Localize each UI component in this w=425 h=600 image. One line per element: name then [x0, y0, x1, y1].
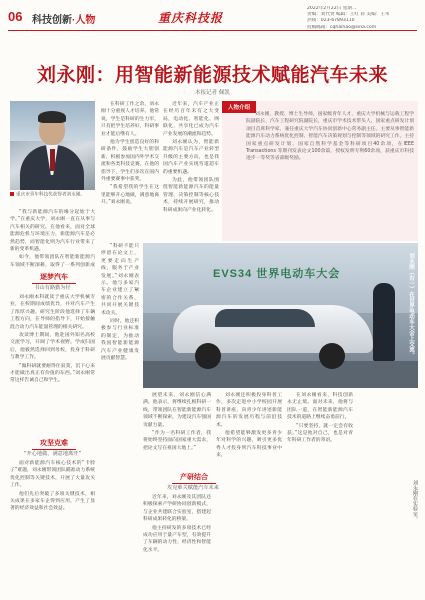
- subhead-1: [24, 272, 84, 284]
- paragraph: 他主持研发的多项技术已经成功应用于量产车型，有效提升了车辆的动力性、经济性和智能化水平。: [143, 525, 211, 553]
- portrait-photo: [10, 101, 95, 190]
- meta-line: 责编：刘代贤 编辑：王红 蒋 美编：王苇: [307, 12, 390, 18]
- section-label: [32, 11, 95, 26]
- paragraph: 如今，他带领团队在智能新能源汽车领域不断深耕，取得了一系列创新成: [10, 255, 95, 268]
- profile-tab: 人物介绍: [222, 101, 256, 113]
- photo-caption: [10, 192, 95, 199]
- bottom-col-1: [143, 494, 211, 592]
- person-figure: [373, 283, 395, 361]
- paragraph: 展望未来，刘永刚信心满满。他表示，将继续扎根科研一线，带领团队在智能新能源汽车领域不断探索，为建设汽车强国贡献力量。: [143, 393, 211, 428]
- paragraph: 在科研工作之余，刘永刚十分重视人才培养。他常说，学生是科研的生力军，只有把学生培养好，科研事业才能后继有人。: [101, 102, 159, 137]
- masthead: 重庆科技报: [158, 11, 224, 25]
- photo-caption-text: 重庆市青年科技奖获得者刘永刚。: [16, 192, 85, 198]
- paragraph: “作为一名科研工作者，我将始终坚持面向国家重大需求，把论文写在祖国大地上。”: [143, 431, 211, 451]
- paragraph: “我与新能源汽车的缘分起始于大学。”在重庆大学，刘永刚一直在从事与汽车相关的研究。在他看来，面对全球能源危机与环境压力，新能源汽车是必然趋势，而智能化则为汽车行业带来了新的变革机遇。: [10, 210, 95, 253]
- paragraph: 近年来，汽车产业正在经历百年未有之大变局，电动化、智能化、网联化、共享化已成为汽车产业发展的潮流和趋势。: [163, 102, 219, 137]
- section-name: 科技创新: [32, 15, 72, 26]
- bullet-square-icon: [10, 192, 14, 196]
- subhead-title: 攻坚克难: [40, 438, 68, 447]
- paragraph: 他们先后突破了多项关键技术，相关成果在多家车企得到应用，产生了显著的经济效益和社会效益。: [10, 491, 95, 512]
- subhead-3-sub: 攻克难关赋能汽车未来: [167, 485, 219, 491]
- paragraph: 攻读博士期间，他赴国外知名高校交流学习，开阔了学术视野。学成归国后，他毅然选择回到母校，投身于科研与教学工作。: [10, 333, 95, 361]
- paragraph: 面对新能源汽车核心技术的“卡脖子”难题，刘永刚带领团队瞄准动力系统优化控制等关键技术，开展了大量攻关工作。: [10, 461, 95, 489]
- bottom-col-2: [216, 392, 282, 592]
- byline: 本报记者 佩凯: [195, 90, 230, 96]
- paragraph: “做科研就要耐得住寂寞，沉下心来才能做出真正有价值的东西。”刘永刚常常这样告诫自己和学生。: [10, 363, 95, 384]
- subhead-2: [24, 438, 84, 450]
- paragraph: 刘永刚还积极投身科普工作，多次走进中小学校园开展科普讲座，向青少年讲述新能源汽车的发展历程与前沿技术。: [216, 393, 282, 428]
- left-col-section-2: [10, 460, 95, 592]
- paragraph: “我希望我的学生在这里能够开心地做，满意地离开。”刘永刚说。: [101, 185, 159, 206]
- paragraph: 在刘永刚看来，科技创新永无止境。面对未来，他将与团队一道，在智能新能源汽车技术的道路上继续奋勇前行。: [287, 393, 353, 421]
- left-col-section-1: [10, 294, 95, 434]
- subhead-2-sub: “开心地做，满意地离开”: [23, 451, 82, 457]
- meta-line: 热线：023-67893110: [307, 18, 355, 24]
- paragraph: 为此，他带领团队围绕智能新能源汽车的能量管理、决策控制等核心技术，持续开展研究，推动科研成果向产业化转化。: [163, 178, 219, 213]
- paragraph: 刘永刚，教授、博士生导师，国家级青年人才，重庆大学机械与运载工程学院副院长、汽车工程研究院副院长，重庆市学术技术带头人，国家重点研发计划项目首席科学家，兼任重庆大学汽车协同创新中心常务副主任。主要从事智能新能源汽车动力系统优化控制、智能汽车决策规划与控制等领域的研究工作。主持国家重点研发计划、国家自然科学基金等科研项目40余项，在IEEE Transactions 等期刊发表论文100余篇，授权发明专利60余项，获重庆市科技进步一等奖等省部级奖励。: [246, 112, 414, 162]
- meta-line: 投稿邮箱：cqhaihao@sina.com: [307, 24, 377, 30]
- header-meta: [307, 6, 417, 31]
- paragraph: “科研不能只停留在论文上，更要走向生产线，服务于产业发展。”刘永刚表示。他与多家汽车企业建立了紧密的合作关系，共同开展关键技术攻关。: [101, 244, 139, 316]
- subhead-title: 产研结合: [180, 472, 208, 481]
- mid-col-1: [101, 101, 159, 239]
- mid-col-2: [163, 101, 219, 239]
- paragraph: 他为学生创造良好的科研条件，鼓励学生大胆创新，积极参加国内外学术交流和各类科技竞赛。在他的指导下，学生们多次在国内外重要赛事中获奖。: [101, 140, 159, 183]
- paragraph: 刘永刚认为，智能新能源汽车是汽车产业转型升级的主要方向，也是我国汽车产业实现弯道超车的重要机遇。: [163, 140, 219, 175]
- left-col-intro: [10, 209, 95, 269]
- meta-line: 2022年2月22日 星期二: [307, 6, 357, 11]
- paragraph: 近年来，刘永刚及其团队还积极探索产学研协同创新模式，与企业共建联合实验室，搭建起科研成果转化的桥梁。: [143, 495, 211, 523]
- section-accent: ·人物: [72, 15, 96, 26]
- paragraph: 他希望能够激发更多青少年对科学的兴趣，吸引更多优秀人才投身到汽车科技事业中来。: [216, 431, 282, 459]
- bottom-col-3: [287, 392, 353, 592]
- page-number: 06: [8, 9, 23, 24]
- paragraph: 同时，他还积极参与行业标准的制定，为推动我国智能新能源汽车产业健康发展贡献智慧。: [101, 319, 139, 362]
- subhead-1-sub: 书山有路勤为径: [34, 285, 71, 291]
- subhead-title: 逐梦汽车: [40, 272, 68, 281]
- article-headline: 刘永刚：用智能新能源技术赋能汽车未来: [36, 64, 388, 86]
- mid-col-4: [143, 392, 211, 467]
- page-header: [8, 4, 417, 31]
- photo-vertical-caption: 刘永刚（右一）在世界电动车大会上交流。: [408, 253, 414, 358]
- mid-col-3: [101, 243, 139, 443]
- paragraph: “只要坚持，就一定会有收获。”这是他对自己，也是对青年科研工作者的寄语。: [287, 423, 353, 444]
- paragraph: 刘永刚本科就读于重庆大学机械专业，在校期间成绩优异，并对汽车产生了浓厚兴趣。研究生阶段他选择了车辆工程方向，在导师的指导下，开始接触混合动力汽车能量管理的相关研究。: [10, 295, 95, 330]
- event-logo-text: EVS34 世界电动车大会: [213, 268, 341, 280]
- event-photo: [143, 243, 418, 388]
- photo-caption-2: 刘永刚在实验室。: [412, 480, 418, 522]
- profile-box: [222, 101, 418, 241]
- profile-text: [246, 111, 414, 239]
